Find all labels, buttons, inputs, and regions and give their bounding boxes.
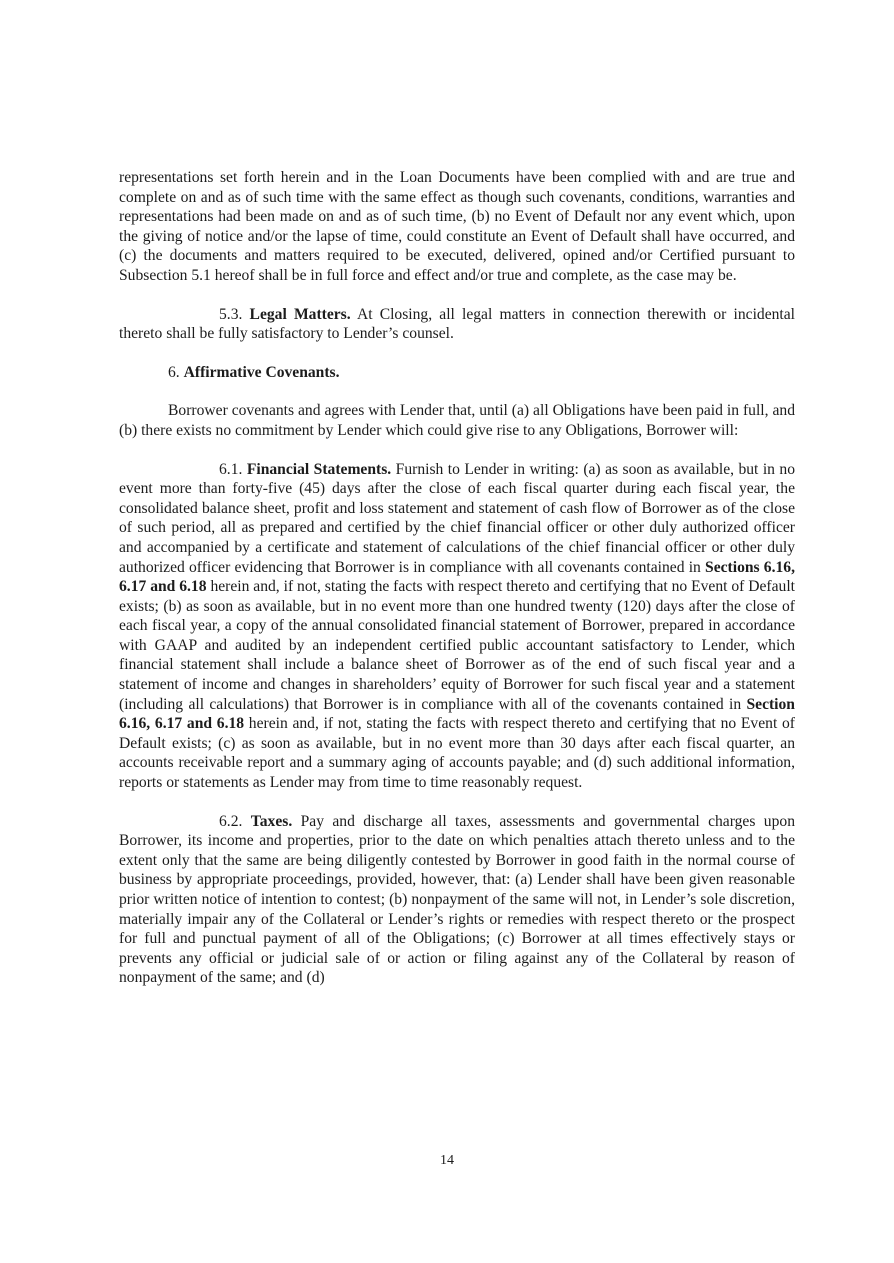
section-6-1-text-3: herein and, if not, stating the facts with respect thereto and certifying that no Event of Default exists; (c) as soon as available, but in no event more than 30 days after each fiscal quarter, an accounts receivable report and a summary aging of accounts payable; and (d) such additional information, reports or statements as Lender may from time to time reasonably request. (119, 715, 795, 792)
section-6-number: 6. (168, 363, 180, 381)
section-6-title: Affirmative Covenants. (183, 363, 340, 381)
section-6-1-number: 6.1. (219, 460, 243, 478)
section-6-1-text-1: Furnish to Lender in writing: (a) as soon as available, but in no event more than forty-five (45) days after the close of each fiscal quarter during each fiscal year, the consolidated balance sheet, profit and loss statement and statement of cash flow of Borrower as of the close of such period, all as prepared and certified by the chief financial officer or other duly authorized officer and accompanied by a certificate and statement of calculations of the chief financial officer or other duly authorized officer evidencing that Borrower is in compliance with all covenants contained in (119, 460, 795, 576)
section-6-1-text-2: herein and, if not, stating the facts with respect thereto and certifying that no Event of Default exists; (b) as soon as available, but in no event more than one hundred twenty (120) days after the close of each fiscal year, a copy of the annual consolidated financial statement of Borrower, prepared in accordance with GAAP and audited by an independent certified public accountant satisfactory to Lender, which financial statement shall include a balance sheet of Borrower as of the end of such fiscal year and a statement of income and changes in shareholders’ equity of Borrower for such fiscal year and a statement (including all calculations) that Borrower is in compliance with all of the covenants contained in (119, 578, 796, 713)
document-page (119, 168, 795, 1007)
page-number: 14 (440, 1153, 454, 1168)
section-5-3-number: 5.3. (219, 305, 243, 323)
section-5-3 (119, 305, 795, 344)
paragraph-continuation: representations set forth herein and in the Loan Documents have been complied with and are true and complete on and as of such time with the same effect as though such covenants, conditions, warranties and representations had been made on and as of such time, (b) no Event of Default nor any event which, upon the giving of notice and/or the lapse of time, could constitute an Event of Default shall have occurred, and (c) the documents and matters required to be executed, delivered, opined and/or Certified pursuant to Subsection 5.1 hereof shall be in full force and effect and/or true and complete, as the case may be. (119, 169, 795, 284)
section-6-1-title: Financial Statements. (246, 460, 392, 478)
section-6-2-number: 6.2. (219, 812, 243, 830)
section-6-1 (119, 460, 795, 793)
section-6-1-ref-2: Section 6.16, 6.17 and 6.18 (119, 695, 795, 733)
section-6-2-text: Pay and discharge all taxes, assessments and governmental charges upon Borrower, its income and properties, prior to the date on which penalties attach thereto unless and to the extent only that the same are being diligently contested by Borrower in good faith in the normal course of business by appropriate proceedings, provided, however, that: (a) Lender shall have been given reasonable prior written notice of intention to contest; (b) nonpayment of the same will not, in Lender’s sole discretion, materially impair any of the Collateral or Lender’s rights or remedies with respect thereto or the prospect for full and punctual payment of all of the Obligations; (c) Borrower at all times effectively stays or prevents any official or judicial sale of or action or filing against any of the Collateral by reason of nonpayment of the same; and (d) (119, 812, 795, 987)
section-6-heading (168, 363, 795, 383)
section-5-3-title: Legal Matters. (249, 305, 351, 323)
section-6-2-title: Taxes. (250, 812, 293, 830)
section-6-intro: Borrower covenants and agrees with Lender that, until (a) all Obligations have been paid in full, and (b) there exists no commitment by Lender which could give rise to any Obligations, Borrower will: (119, 402, 795, 439)
section-6-2 (119, 812, 795, 988)
section-5-3-text: At Closing, all legal matters in connection therewith or incidental thereto shall be fully satisfactory to Lender’s counsel. (119, 305, 795, 343)
section-6-1-ref-1: Sections 6.16, 6.17 and 6.18 (119, 558, 795, 596)
